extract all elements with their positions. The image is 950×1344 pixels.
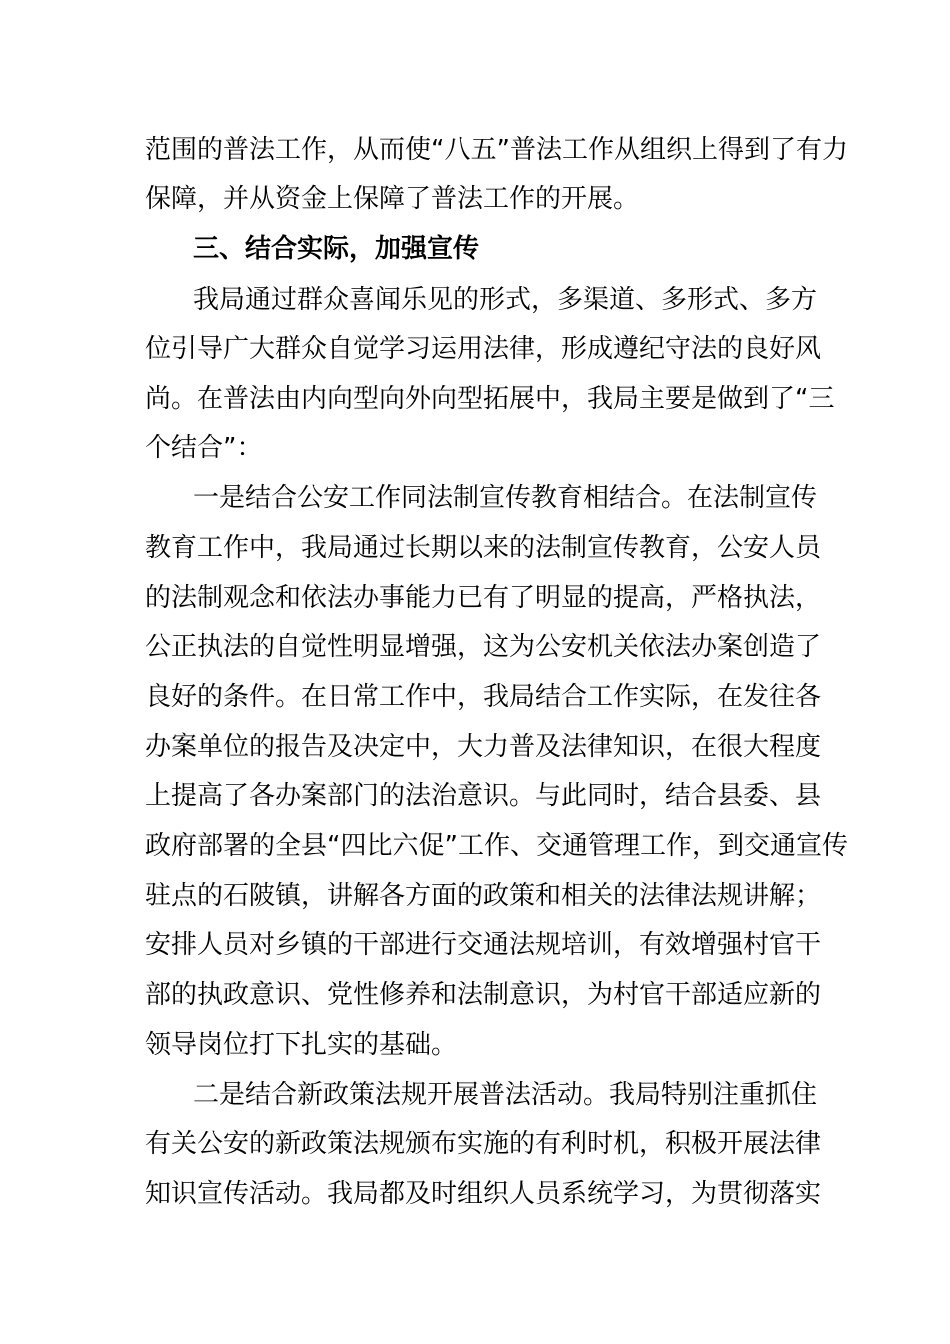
paragraph-first-line: 一是结合公安工作同法制宣传教育相结合。在法制宣传 (193, 483, 818, 513)
body-text-line: 个结合”： (145, 433, 263, 463)
body-text-line: 有关公安的新政策法规颁布实施的有利时机，积极开展法律 (145, 1129, 822, 1159)
paragraph-first-line: 我局通过群众喜闻乐见的形式，多渠道、多形式、多方 (193, 285, 818, 315)
body-text-line: 的法制观念和依法办事能力已有了明显的提高，严格执法， (145, 583, 822, 613)
body-text-line: 部的执政意识、党性修养和法制意识，为村官干部适应新的 (145, 980, 822, 1010)
body-text-line: 知识宣传活动。我局都及时组织人员系统学习，为贯彻落实 (145, 1179, 822, 1209)
body-text-line: 教育工作中，我局通过长期以来的法制宣传教育，公安人员 (145, 533, 822, 563)
section-heading: 三、结合实际，加强宣传 (193, 234, 480, 264)
body-text-line: 位引导广大群众自觉学习运用法律，形成遵纪守法的良好风 (145, 334, 822, 364)
body-text-line: 办案单位的报告及决定中，大力普及法律知识，在很大程度 (145, 732, 822, 762)
body-text-line: 保障，并从资金上保障了普法工作的开展。 (145, 184, 640, 214)
body-text-line: 领导岗位打下扎实的基础。 (145, 1030, 458, 1060)
body-text-line: 驻点的石陂镇，讲解各方面的政策和相关的法律法规讲解； (145, 881, 822, 911)
body-text-line: 安排人员对乡镇的干部进行交通法规培训，有效增强村官干 (145, 930, 822, 960)
paragraph-first-line: 二是结合新政策法规开展普法活动。我局特别注重抓住 (193, 1080, 818, 1110)
body-text-line: 政府部署的全县“四比六促”工作、交通管理工作，到交通宣传 (145, 831, 848, 861)
body-text-line: 公正执法的自觉性明显增强，这为公安机关依法办案创造了 (145, 632, 822, 662)
body-text-line: 良好的条件。在日常工作中，我局结合工作实际，在发往各 (145, 682, 822, 712)
body-text-line: 尚。在普法由内向型向外向型拓展中，我局主要是做到了“三 (145, 384, 835, 414)
body-text-line: 上提高了各办案部门的法治意识。与此同时，结合县委、县 (145, 781, 822, 811)
body-text-line: 范围的普法工作，从而使“八五”普法工作从组织上得到了有力 (145, 135, 848, 165)
